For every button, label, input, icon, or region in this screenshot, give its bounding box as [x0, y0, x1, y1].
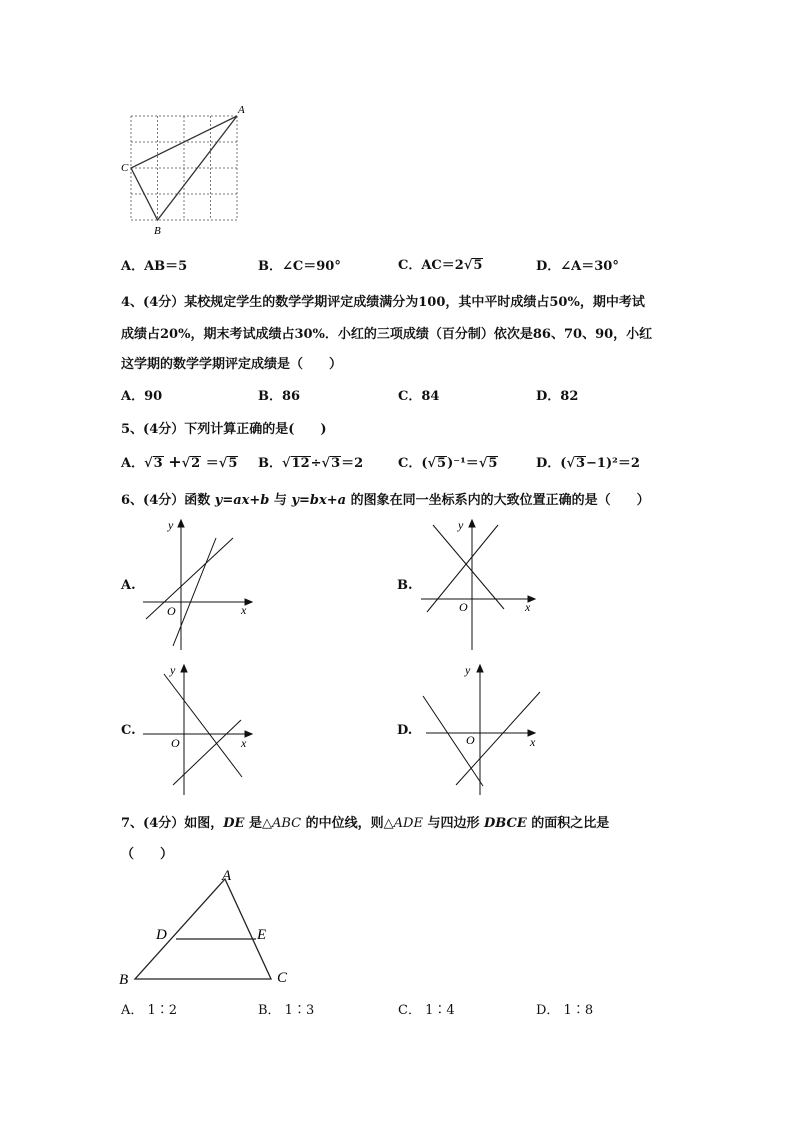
q7-de: DE — [223, 816, 245, 831]
q5-b-label: B． — [258, 456, 282, 471]
q6-a-line-2 — [173, 538, 216, 646]
q5-option-d[interactable]: D．(√3−1)²＝2 — [536, 456, 640, 471]
q4-stem-line2: 成绩占20%，期末考试成绩占30%．小红的三项成绩（百分制）依次是86、70、90，小红 — [121, 327, 653, 342]
q6-c-line-2 — [173, 720, 241, 785]
q6-label-b[interactable]: B. — [397, 578, 413, 593]
q4-stem-line1: 4、(4分）某校规定学生的数学学期评定成绩满分为100，其中平时成绩占50%，期中考试 — [121, 295, 645, 310]
q6-suffix: 的图象在同一坐标系内的大致位置正确的是（ ） — [346, 493, 650, 508]
q5-b-radicand-2: 3 — [331, 456, 341, 471]
q7-prefix: 7、(4分）如图， — [121, 816, 224, 831]
q5-option-b[interactable]: B．√12÷√3＝2 — [258, 456, 364, 471]
q7-option-a[interactable]: A． 1∶2 — [121, 1003, 178, 1018]
q6-a-origin: O — [167, 604, 176, 618]
label-A: A — [238, 104, 245, 116]
q6-prefix: 6、(4分）函数 — [121, 493, 215, 508]
q7-triangle-figure — [115, 866, 305, 990]
sqrt-sign: √ — [463, 258, 473, 273]
q5-stem: 5、(4分）下列计算正确的是( ) — [121, 422, 327, 437]
q7-ade: ADE — [393, 816, 423, 831]
q4-option-b[interactable]: B．86 — [258, 389, 301, 404]
q6-b-y: y — [458, 518, 464, 532]
q4-option-d[interactable]: D．82 — [536, 389, 579, 404]
q7-abc: ABC — [271, 816, 302, 831]
q5-a-radicand-1: 3 — [153, 456, 163, 471]
q7-answer-paren: （ ） — [121, 847, 174, 862]
q5-c-label: C．( — [398, 456, 428, 471]
q6-func-2: y=bx+a — [291, 493, 347, 508]
q6-d-origin: O — [466, 733, 475, 747]
q6-stem — [121, 489, 650, 508]
q6-graph-b[interactable] — [418, 515, 543, 655]
q6-label-c[interactable]: C. — [121, 723, 136, 738]
q5-option-c[interactable]: C．(√5)⁻¹＝√5 — [398, 456, 498, 471]
label-C: C — [121, 162, 129, 174]
q6-graph-a[interactable] — [140, 515, 260, 655]
q3-option-c[interactable] — [398, 254, 483, 273]
q6-b-x: x — [525, 600, 531, 614]
q6-c-x: x — [241, 736, 247, 750]
q6-a-y: y — [168, 518, 174, 532]
q3-option-d[interactable]: D．∠A＝30° — [536, 259, 619, 274]
q5-option-a[interactable]: A．√3 +√2 ＝√5 — [121, 452, 238, 471]
q7-label-E: E — [257, 927, 267, 943]
q7-option-d[interactable]: D． 1∶8 — [536, 1003, 594, 1018]
q6-func-1: y=ax+b — [214, 493, 270, 508]
q7-label-B: B — [119, 972, 129, 988]
q6-mid: 与 — [269, 493, 292, 508]
q7-label-C: C — [277, 970, 288, 986]
q5-d-radicand: 3 — [575, 456, 586, 471]
q4-option-a[interactable]: A．90 — [121, 389, 163, 404]
q5-a-radicand-3: 5 — [228, 456, 238, 471]
q5-c-radicand-1: 5 — [437, 456, 447, 471]
q4-stem-line3: 这学期的数学学期评定成绩是（ ） — [121, 357, 343, 372]
q7-stem — [121, 812, 609, 831]
q6-label-d[interactable]: D. — [397, 723, 413, 738]
q3-option-c-prefix: C．AC＝2 — [398, 258, 464, 273]
q5-a-equals: ＝ — [205, 456, 219, 471]
q3-option-b[interactable]: B．∠C＝90° — [258, 259, 341, 274]
q7-option-c[interactable]: C． 1∶4 — [398, 1003, 455, 1018]
q6-d-x: x — [530, 735, 536, 749]
q6-c-origin: O — [171, 736, 180, 750]
q4-option-c[interactable]: C．84 — [398, 389, 440, 404]
q5-a-plus: + — [168, 452, 182, 471]
q5-a-radicand-2: 2 — [191, 456, 201, 471]
q7-mid1: 是△ — [244, 816, 272, 831]
q6-graph-c[interactable] — [140, 660, 260, 800]
q5-d-rest: −1)²＝2 — [586, 456, 640, 471]
q7-label-D: D — [156, 927, 167, 943]
q6-graph-d[interactable] — [418, 660, 548, 800]
q6-b-line-1 — [433, 525, 504, 609]
q3-option-a[interactable]: A．AB＝5 — [121, 259, 188, 274]
q5-b-divide: ÷ — [310, 456, 322, 471]
q5-c-exponent: )⁻¹＝ — [447, 456, 479, 471]
q3-grid-figure — [118, 104, 253, 236]
q6-d-y: y — [465, 663, 471, 677]
q7-suffix: 的面积之比是 — [526, 816, 610, 831]
q6-label-a[interactable]: A. — [121, 578, 136, 593]
q7-dbce: DBCE — [484, 816, 527, 831]
q7-mid3: 与四边形 — [422, 816, 485, 831]
q5-d-label: D．( — [536, 456, 567, 471]
q5-c-radicand-2: 5 — [488, 456, 498, 471]
q5-b-radicand-1: 12 — [291, 456, 310, 471]
q7-mid2: 的中位线，则△ — [301, 816, 394, 831]
q7-label-A: A — [222, 868, 232, 884]
q6-c-y: y — [170, 663, 176, 677]
q6-a-x: x — [241, 603, 247, 617]
label-B: B — [154, 225, 161, 236]
q6-c-line-1 — [164, 674, 242, 777]
q5-b-result: ＝2 — [341, 456, 364, 471]
q6-b-origin: O — [459, 600, 468, 614]
q7-option-b[interactable]: B． 1∶3 — [258, 1003, 315, 1018]
q5-a-label: A． — [121, 456, 145, 471]
q6-a-line-1 — [146, 538, 233, 619]
q3-option-c-radicand: 5 — [473, 258, 483, 273]
